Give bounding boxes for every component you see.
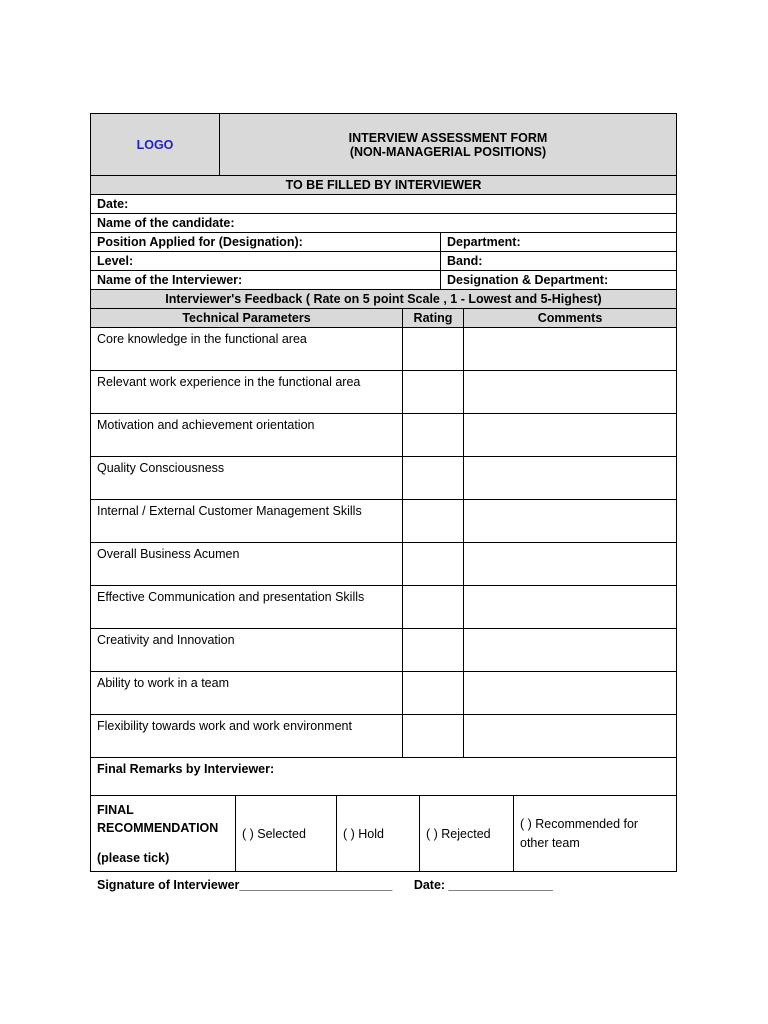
- interview-assessment-form: [90, 113, 677, 872]
- signature-date-field[interactable]: Date: _______________: [413, 878, 553, 892]
- rating-cell[interactable]: [403, 543, 464, 586]
- parameter-row: [91, 672, 677, 715]
- logo: LOGO: [91, 114, 220, 176]
- option-hold[interactable]: ( ) Hold: [337, 796, 420, 872]
- level-field[interactable]: Level:: [91, 252, 441, 271]
- feedback-title: Interviewer's Feedback ( Rate on 5 point Scale , 1 - Lowest and 5-Highest): [91, 290, 677, 309]
- parameter-rows: [91, 328, 677, 758]
- rating-cell[interactable]: [403, 328, 464, 371]
- rating-cell[interactable]: [403, 500, 464, 543]
- column-header-rating: Rating: [403, 309, 464, 328]
- recommendation-label-line2: RECOMMENDATION: [97, 820, 219, 835]
- form-title: [220, 114, 677, 176]
- signature-line: [97, 878, 553, 892]
- parameter-label: Creativity and Innovation: [91, 629, 403, 672]
- parameter-label: Effective Communication and presentation Skills: [91, 586, 403, 629]
- recommendation-table: [90, 795, 677, 872]
- comments-cell[interactable]: [464, 371, 677, 414]
- parameter-row: [91, 543, 677, 586]
- candidate-name-field[interactable]: Name of the candidate:: [91, 214, 677, 233]
- designation-department-field[interactable]: Designation & Department:: [441, 271, 677, 290]
- form-title-line1: INTERVIEW ASSESSMENT FORM: [348, 130, 548, 145]
- parameter-label: Ability to work in a team: [91, 672, 403, 715]
- option-selected[interactable]: ( ) Selected: [236, 796, 337, 872]
- parameter-label: Overall Business Acumen: [91, 543, 403, 586]
- parameter-label: Motivation and achievement orientation: [91, 414, 403, 457]
- rating-cell[interactable]: [403, 457, 464, 500]
- parameters-table: [90, 308, 677, 796]
- rating-cell[interactable]: [403, 371, 464, 414]
- recommendation-label-line1: FINAL: [97, 802, 134, 817]
- section-title: TO BE FILLED BY INTERVIEWER: [91, 176, 677, 195]
- band-field[interactable]: Band:: [441, 252, 677, 271]
- position-field[interactable]: Position Applied for (Designation):: [91, 233, 441, 252]
- form-title-line2: (NON-MANAGERIAL POSITIONS): [349, 144, 547, 159]
- parameter-row: [91, 629, 677, 672]
- department-field[interactable]: Department:: [441, 233, 677, 252]
- rating-cell[interactable]: [403, 414, 464, 457]
- column-header-parameters: Technical Parameters: [91, 309, 403, 328]
- rating-cell[interactable]: [403, 715, 464, 758]
- comments-cell[interactable]: [464, 543, 677, 586]
- comments-cell[interactable]: [464, 672, 677, 715]
- column-header-comments: Comments: [464, 309, 677, 328]
- comments-cell[interactable]: [464, 715, 677, 758]
- comments-cell[interactable]: [464, 500, 677, 543]
- option-recommended-other-team[interactable]: ( ) Recommended for other team: [514, 796, 677, 872]
- parameter-row: [91, 457, 677, 500]
- parameter-row: [91, 371, 677, 414]
- form-header-table: [90, 113, 677, 176]
- rating-cell[interactable]: [403, 629, 464, 672]
- info-table: [90, 175, 677, 309]
- parameter-row: [91, 715, 677, 758]
- rating-cell[interactable]: [403, 586, 464, 629]
- recommendation-label: [91, 796, 236, 872]
- parameter-label: Quality Consciousness: [91, 457, 403, 500]
- rating-cell[interactable]: [403, 672, 464, 715]
- parameter-row: [91, 586, 677, 629]
- date-field[interactable]: Date:: [91, 195, 677, 214]
- signature-field[interactable]: Signature of Interviewer______________________: [97, 878, 393, 892]
- parameter-label: Core knowledge in the functional area: [91, 328, 403, 371]
- option-rejected[interactable]: ( ) Rejected: [420, 796, 514, 872]
- parameter-row: [91, 414, 677, 457]
- parameter-row: [91, 328, 677, 371]
- parameter-label: Internal / External Customer Management Skills: [91, 500, 403, 543]
- parameter-label: Relevant work experience in the functional area: [91, 371, 403, 414]
- final-remarks-field[interactable]: Final Remarks by Interviewer:: [91, 758, 677, 796]
- parameter-row: [91, 500, 677, 543]
- comments-cell[interactable]: [464, 414, 677, 457]
- comments-cell[interactable]: [464, 457, 677, 500]
- interviewer-name-field[interactable]: Name of the Interviewer:: [91, 271, 441, 290]
- parameter-label: Flexibility towards work and work environment: [91, 715, 403, 758]
- comments-cell[interactable]: [464, 586, 677, 629]
- comments-cell[interactable]: [464, 629, 677, 672]
- recommendation-label-line3: (please tick): [97, 850, 170, 865]
- comments-cell[interactable]: [464, 328, 677, 371]
